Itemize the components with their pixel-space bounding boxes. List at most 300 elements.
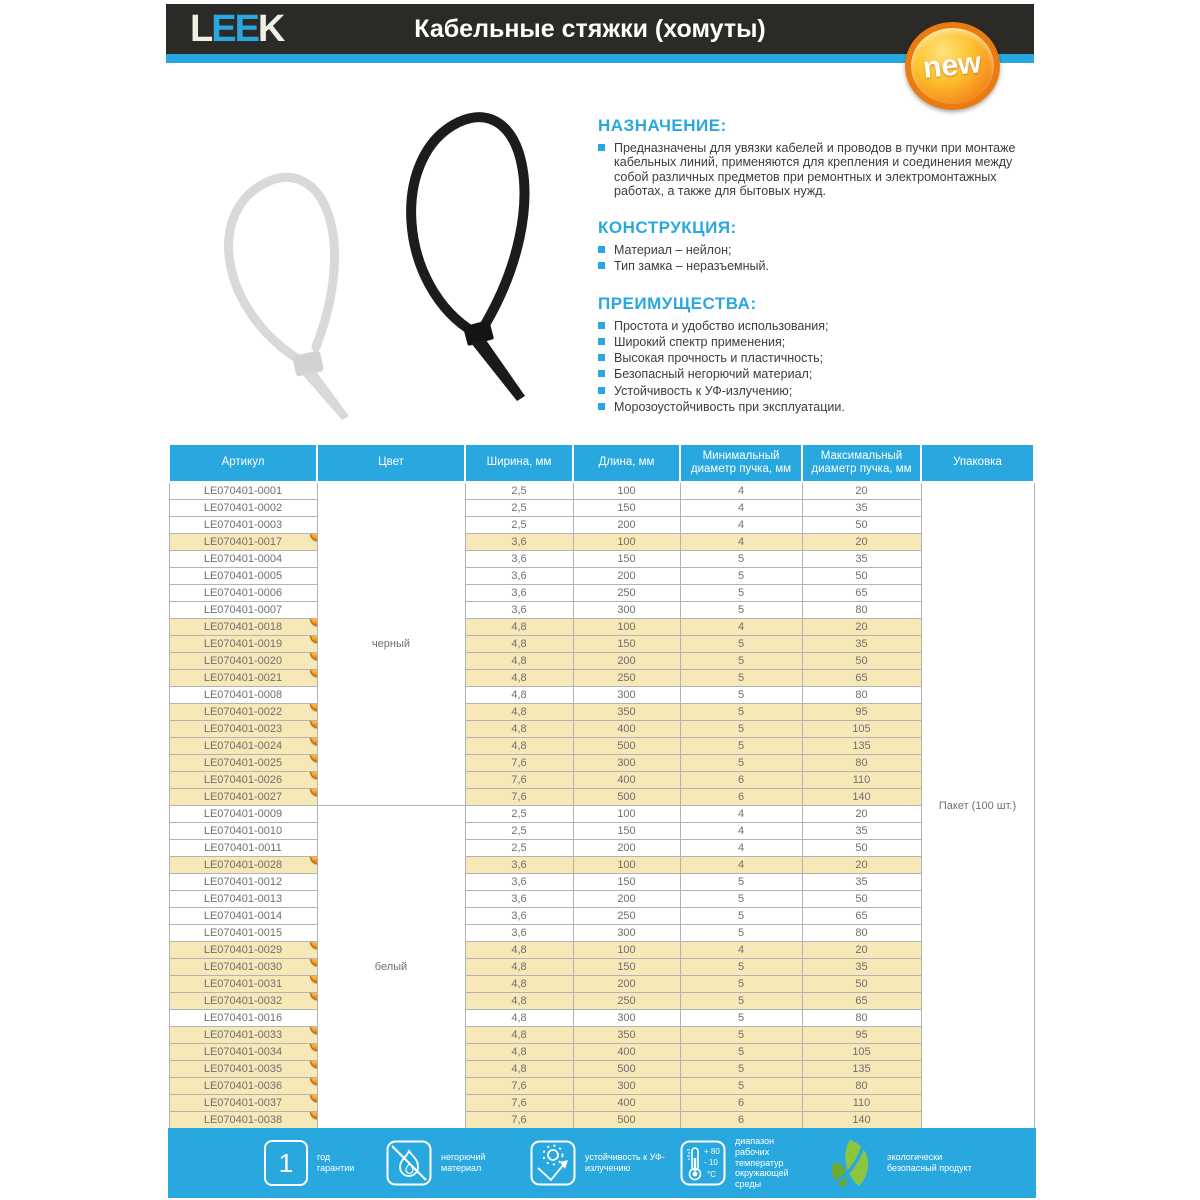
column-header-length: Длина, мм [573, 444, 680, 482]
min-diameter-cell: 5 [680, 653, 802, 670]
table-row [169, 1112, 1034, 1129]
article-cell [169, 670, 317, 687]
width-cell: 4,8 [465, 993, 573, 1010]
article-text: LE070401-0013 [203, 893, 283, 905]
bullet-item [598, 367, 1022, 381]
article-text: LE070401-0003 [203, 519, 283, 531]
min-diameter-cell: 5 [680, 908, 802, 925]
min-diameter-cell: 5 [680, 1010, 802, 1027]
article-text: LE070401-0004 [203, 553, 283, 565]
table-row [169, 925, 1034, 942]
min-diameter-cell: 4 [680, 823, 802, 840]
bullet-item [598, 319, 1022, 333]
temp-high-label: + 80 [704, 1147, 720, 1156]
length-cell: 400 [573, 1095, 680, 1112]
bullet-square-icon [598, 144, 605, 151]
max-diameter-cell: 80 [802, 755, 921, 772]
table-row [169, 1027, 1034, 1044]
table-row [169, 993, 1034, 1010]
bullet-square-icon [598, 262, 605, 269]
max-diameter-cell: 20 [802, 942, 921, 959]
width-cell: 2,5 [465, 517, 573, 534]
bullet-item [598, 141, 1022, 198]
length-cell: 300 [573, 925, 680, 942]
article-cell [169, 482, 317, 500]
article-cell [169, 959, 317, 976]
min-diameter-cell: 5 [680, 585, 802, 602]
length-cell: 250 [573, 908, 680, 925]
bullet-text: Устойчивость к УФ-излучению; [614, 383, 793, 398]
length-cell: 350 [573, 704, 680, 721]
article-cell [169, 891, 317, 908]
width-cell: 4,8 [465, 738, 573, 755]
length-cell: 500 [573, 789, 680, 806]
max-diameter-cell: 95 [802, 704, 921, 721]
width-cell: 4,8 [465, 1027, 573, 1044]
max-diameter-cell: 80 [802, 1078, 921, 1095]
article-cell [169, 1010, 317, 1027]
table-row [169, 517, 1034, 534]
article-cell [169, 772, 317, 789]
article-text: LE070401-0018 [203, 621, 283, 633]
max-diameter-cell: 50 [802, 976, 921, 993]
bullet-text: Безопасный негорючий материал; [614, 367, 813, 382]
article-cell [169, 585, 317, 602]
table-row [169, 959, 1034, 976]
table-row [169, 942, 1034, 959]
article-text: LE070401-0031 [203, 978, 283, 990]
article-text: LE070401-0034 [203, 1046, 283, 1058]
min-diameter-cell: 5 [680, 1027, 802, 1044]
width-cell: 4,8 [465, 1010, 573, 1027]
spec-table-wrap [168, 443, 1035, 1129]
width-cell: 4,8 [465, 619, 573, 636]
footer-item-uv [530, 1128, 671, 1198]
max-diameter-cell: 50 [802, 568, 921, 585]
length-cell: 150 [573, 551, 680, 568]
highlight-marker-icon [310, 653, 318, 661]
table-row [169, 721, 1034, 738]
length-cell: 300 [573, 1078, 680, 1095]
article-text: LE070401-0006 [203, 587, 283, 599]
bullet-text: Материал – нейлон; [614, 243, 732, 257]
logo-letter: K [257, 8, 284, 50]
max-diameter-cell: 65 [802, 993, 921, 1010]
table-row [169, 602, 1034, 619]
length-cell: 400 [573, 1044, 680, 1061]
article-text: LE070401-0036 [203, 1080, 283, 1092]
bullet-square-icon [598, 403, 605, 410]
width-cell: 4,8 [465, 670, 573, 687]
table-row [169, 670, 1034, 687]
max-diameter-cell: 50 [802, 517, 921, 534]
highlight-marker-icon [310, 704, 318, 712]
logo-letter: EE [211, 8, 258, 50]
min-diameter-cell: 4 [680, 517, 802, 534]
table-row [169, 755, 1034, 772]
article-text: LE070401-0011 [204, 842, 282, 854]
article-text: LE070401-0035 [203, 1063, 283, 1075]
max-diameter-cell: 35 [802, 500, 921, 517]
article-text: LE070401-0033 [203, 1029, 283, 1041]
max-diameter-cell: 140 [802, 789, 921, 806]
max-diameter-cell: 110 [802, 1095, 921, 1112]
max-diameter-cell: 20 [802, 482, 921, 500]
article-cell [169, 925, 317, 942]
footer-item-eco [820, 1128, 973, 1198]
max-diameter-cell: 135 [802, 738, 921, 755]
min-diameter-cell: 5 [680, 670, 802, 687]
max-diameter-cell: 35 [802, 874, 921, 891]
width-cell: 4,8 [465, 636, 573, 653]
length-cell: 200 [573, 568, 680, 585]
length-cell: 300 [573, 1010, 680, 1027]
article-cell [169, 1112, 317, 1129]
max-diameter-cell: 20 [802, 857, 921, 874]
bullet-square-icon [598, 370, 605, 377]
bullet-item [598, 384, 1022, 398]
width-cell: 3,6 [465, 551, 573, 568]
table-row [169, 704, 1034, 721]
column-header-width: Ширина, мм [465, 444, 573, 482]
min-diameter-cell: 5 [680, 704, 802, 721]
section-heading: ПРЕИМУЩЕСТВА: [598, 293, 757, 313]
article-text: LE070401-0032 [203, 995, 283, 1007]
article-text: LE070401-0015 [203, 927, 283, 939]
article-cell [169, 551, 317, 568]
bullet-list [598, 319, 1022, 415]
bullet-text: Простота и удобство использования; [614, 318, 829, 333]
min-diameter-cell: 6 [680, 1112, 802, 1129]
article-text: LE070401-0014 [203, 910, 283, 922]
bullet-item [598, 259, 1022, 273]
white-tie-loop [229, 177, 335, 362]
highlight-marker-icon [310, 993, 318, 1001]
article-text: LE070401-0008 [203, 689, 283, 701]
length-cell: 150 [573, 874, 680, 891]
article-text: LE070401-0020 [203, 655, 283, 667]
bullet-text: Высокая прочность и пластичность; [614, 351, 824, 365]
section-heading: НАЗНАЧЕНИЕ: [598, 116, 727, 135]
table-row [169, 976, 1034, 993]
article-cell [169, 602, 317, 619]
min-diameter-cell: 5 [680, 925, 802, 942]
max-diameter-cell: 80 [802, 925, 921, 942]
article-text: LE070401-0027 [203, 791, 283, 803]
bullet-square-icon [598, 338, 605, 345]
footer-item-nonflammable [386, 1128, 505, 1198]
width-cell: 7,6 [465, 789, 573, 806]
width-cell: 4,8 [465, 1061, 573, 1078]
highlight-marker-icon [310, 1112, 318, 1120]
bullet-square-icon [598, 387, 605, 394]
max-diameter-cell: 65 [802, 908, 921, 925]
article-text: LE070401-0012 [203, 876, 283, 888]
width-cell: 2,5 [465, 482, 573, 500]
article-text: LE070401-0007 [203, 604, 283, 616]
max-diameter-cell: 135 [802, 1061, 921, 1078]
table-row [169, 840, 1034, 857]
article-cell [169, 1061, 317, 1078]
max-diameter-cell: 95 [802, 1027, 921, 1044]
min-diameter-cell: 6 [680, 772, 802, 789]
article-cell [169, 636, 317, 653]
min-diameter-cell: 6 [680, 789, 802, 806]
min-diameter-cell: 5 [680, 755, 802, 772]
color-cell: черный [317, 482, 465, 806]
min-diameter-cell: 4 [680, 500, 802, 517]
width-cell: 7,6 [465, 772, 573, 789]
black-cable-tie-photo [385, 95, 575, 405]
max-diameter-cell: 35 [802, 551, 921, 568]
max-diameter-cell: 80 [802, 1010, 921, 1027]
min-diameter-cell: 5 [680, 551, 802, 568]
max-diameter-cell: 110 [802, 772, 921, 789]
max-diameter-cell: 35 [802, 636, 921, 653]
article-text: LE070401-0023 [203, 723, 283, 735]
length-cell: 400 [573, 721, 680, 738]
packaging-cell: Пакет (100 шт.) [921, 482, 1034, 1129]
bullet-item [598, 400, 1022, 414]
width-cell: 3,6 [465, 568, 573, 585]
width-cell: 2,5 [465, 840, 573, 857]
min-diameter-cell: 5 [680, 976, 802, 993]
article-cell [169, 517, 317, 534]
min-diameter-cell: 4 [680, 806, 802, 823]
footer-label: диапазон рабочих температур окружающей среды [735, 1136, 789, 1190]
bullet-list [598, 243, 1022, 274]
width-cell: 3,6 [465, 908, 573, 925]
length-cell: 500 [573, 1061, 680, 1078]
article-text: LE070401-0021 [203, 672, 283, 684]
uv-resistance-icon [530, 1140, 576, 1186]
footer-label: экологически безопасный продукт [887, 1152, 972, 1173]
article-text: LE070401-0017 [203, 536, 283, 548]
article-text: LE070401-0030 [203, 961, 283, 973]
column-header-packaging: Упаковка [921, 444, 1034, 482]
min-diameter-cell: 5 [680, 993, 802, 1010]
footer-label: негорючий материал [441, 1152, 486, 1173]
bullet-text: Предназначены для увязки кабелей и проводов в пучки при монтаже кабельных линий, применяются для крепления и соединения между собой различных предметов при ремонтных и электромонтажных работах, а также для бытовых нужд. [614, 141, 1016, 198]
article-text: LE070401-0026 [203, 774, 283, 786]
bullet-text: Широкий спектр применения; [614, 334, 786, 349]
highlight-marker-icon [310, 670, 318, 678]
section-purpose [598, 116, 1022, 198]
length-cell: 250 [573, 585, 680, 602]
length-cell: 400 [573, 772, 680, 789]
width-cell: 4,8 [465, 704, 573, 721]
bullet-square-icon [598, 354, 605, 361]
article-cell [169, 823, 317, 840]
length-cell: 300 [573, 602, 680, 619]
article-text: LE070401-0005 [203, 570, 283, 582]
table-row [169, 619, 1034, 636]
article-cell [169, 942, 317, 959]
article-cell [169, 840, 317, 857]
footer-item-temperature [680, 1128, 807, 1198]
min-diameter-cell: 4 [680, 482, 802, 500]
article-cell [169, 857, 317, 874]
article-cell [169, 1044, 317, 1061]
length-cell: 200 [573, 891, 680, 908]
warranty-value: 1 [278, 1147, 294, 1178]
width-cell: 4,8 [465, 976, 573, 993]
temp-unit-label: °C [707, 1170, 716, 1179]
highlight-marker-icon [310, 959, 318, 967]
min-diameter-cell: 5 [680, 1061, 802, 1078]
table-row [169, 823, 1034, 840]
column-header-color: Цвет [317, 444, 465, 482]
header-bar [166, 4, 1034, 54]
article-cell [169, 1095, 317, 1112]
white-tie-tail [301, 370, 349, 420]
min-diameter-cell: 4 [680, 942, 802, 959]
min-diameter-cell: 5 [680, 959, 802, 976]
width-cell: 7,6 [465, 1112, 573, 1129]
table-row [169, 1095, 1034, 1112]
max-diameter-cell: 105 [802, 721, 921, 738]
width-cell: 4,8 [465, 942, 573, 959]
bullet-text: Тип замка – неразъемный. [614, 259, 769, 274]
highlight-marker-icon [310, 1061, 318, 1069]
min-diameter-cell: 5 [680, 602, 802, 619]
logo-letter: L [190, 8, 212, 50]
article-text: LE070401-0037 [203, 1097, 283, 1109]
table-row [169, 500, 1034, 517]
article-cell [169, 500, 317, 517]
table-row [169, 857, 1034, 874]
article-text: LE070401-0001 [203, 485, 283, 497]
width-cell: 4,8 [465, 687, 573, 704]
table-row [169, 772, 1034, 789]
width-cell: 3,6 [465, 602, 573, 619]
temperature-range-icon [680, 1140, 726, 1186]
width-cell: 2,5 [465, 823, 573, 840]
table-row [169, 1010, 1034, 1027]
table-row [169, 636, 1034, 653]
length-cell: 100 [573, 534, 680, 551]
min-diameter-cell: 4 [680, 840, 802, 857]
article-cell [169, 874, 317, 891]
color-cell: белый [317, 806, 465, 1129]
table-header-row [169, 444, 1034, 482]
highlight-marker-icon [310, 755, 318, 763]
article-cell [169, 908, 317, 925]
highlight-marker-icon [310, 636, 318, 644]
eco-product-icon [820, 1134, 878, 1192]
table-row [169, 482, 1034, 500]
bullet-list [598, 141, 1022, 198]
table-row [169, 874, 1034, 891]
article-cell [169, 721, 317, 738]
min-diameter-cell: 5 [680, 738, 802, 755]
max-diameter-cell: 80 [802, 687, 921, 704]
length-cell: 200 [573, 653, 680, 670]
footer-label: год гарантии [317, 1152, 355, 1173]
article-text: LE070401-0010 [203, 825, 283, 837]
table-row [169, 1078, 1034, 1095]
spec-table [168, 443, 1035, 1129]
length-cell: 150 [573, 959, 680, 976]
min-diameter-cell: 5 [680, 1044, 802, 1061]
width-cell: 3,6 [465, 891, 573, 908]
section-advantages [598, 294, 1022, 415]
new-badge-label: new [921, 46, 984, 85]
width-cell: 3,6 [465, 925, 573, 942]
width-cell: 2,5 [465, 806, 573, 823]
max-diameter-cell: 105 [802, 1044, 921, 1061]
width-cell: 4,8 [465, 959, 573, 976]
article-cell [169, 755, 317, 772]
article-cell [169, 976, 317, 993]
highlight-marker-icon [310, 857, 318, 865]
table-row [169, 1061, 1034, 1078]
min-diameter-cell: 5 [680, 891, 802, 908]
length-cell: 150 [573, 636, 680, 653]
table-row [169, 551, 1034, 568]
length-cell: 100 [573, 482, 680, 500]
column-header-min-diameter: Минимальный диаметр пучка, мм [680, 444, 802, 482]
highlight-marker-icon [310, 534, 318, 542]
table-row [169, 585, 1034, 602]
temp-low-label: - 10 [704, 1158, 718, 1167]
article-cell [169, 687, 317, 704]
min-diameter-cell: 6 [680, 1095, 802, 1112]
bullet-text: Морозоустойчивость при эксплуатации. [614, 399, 845, 414]
table-row [169, 534, 1034, 551]
min-diameter-cell: 5 [680, 568, 802, 585]
article-text: LE070401-0019 [203, 638, 283, 650]
bullet-item [598, 335, 1022, 349]
article-cell [169, 568, 317, 585]
table-row [169, 908, 1034, 925]
length-cell: 200 [573, 976, 680, 993]
max-diameter-cell: 50 [802, 840, 921, 857]
min-diameter-cell: 5 [680, 687, 802, 704]
table-row [169, 568, 1034, 585]
max-diameter-cell: 20 [802, 806, 921, 823]
article-text: LE070401-0024 [203, 740, 283, 752]
non-flammable-icon [386, 1140, 432, 1186]
article-text: LE070401-0022 [203, 706, 283, 718]
black-tie-tail [471, 340, 525, 401]
width-cell: 3,6 [465, 874, 573, 891]
width-cell: 3,6 [465, 585, 573, 602]
article-text: LE070401-0025 [203, 757, 283, 769]
length-cell: 350 [573, 1027, 680, 1044]
footer-item-warranty [264, 1128, 369, 1198]
article-cell [169, 993, 317, 1010]
article-cell [169, 789, 317, 806]
length-cell: 100 [573, 806, 680, 823]
highlight-marker-icon [310, 1044, 318, 1052]
footer-label: устойчивость к УФ-излучению [585, 1152, 665, 1173]
table-row [169, 1044, 1034, 1061]
length-cell: 500 [573, 738, 680, 755]
header-accent-stripe [166, 54, 1034, 63]
article-cell [169, 653, 317, 670]
min-diameter-cell: 5 [680, 1078, 802, 1095]
footer-bar [168, 1128, 1036, 1198]
highlight-marker-icon [310, 772, 318, 780]
max-diameter-cell: 50 [802, 891, 921, 908]
table-row [169, 687, 1034, 704]
article-text: LE070401-0038 [203, 1114, 283, 1126]
page-title: Кабельные стяжки (хомуты) [414, 14, 766, 43]
highlight-marker-icon [310, 721, 318, 729]
article-text: LE070401-0002 [203, 502, 283, 514]
column-header-article: Артикул [169, 444, 317, 482]
